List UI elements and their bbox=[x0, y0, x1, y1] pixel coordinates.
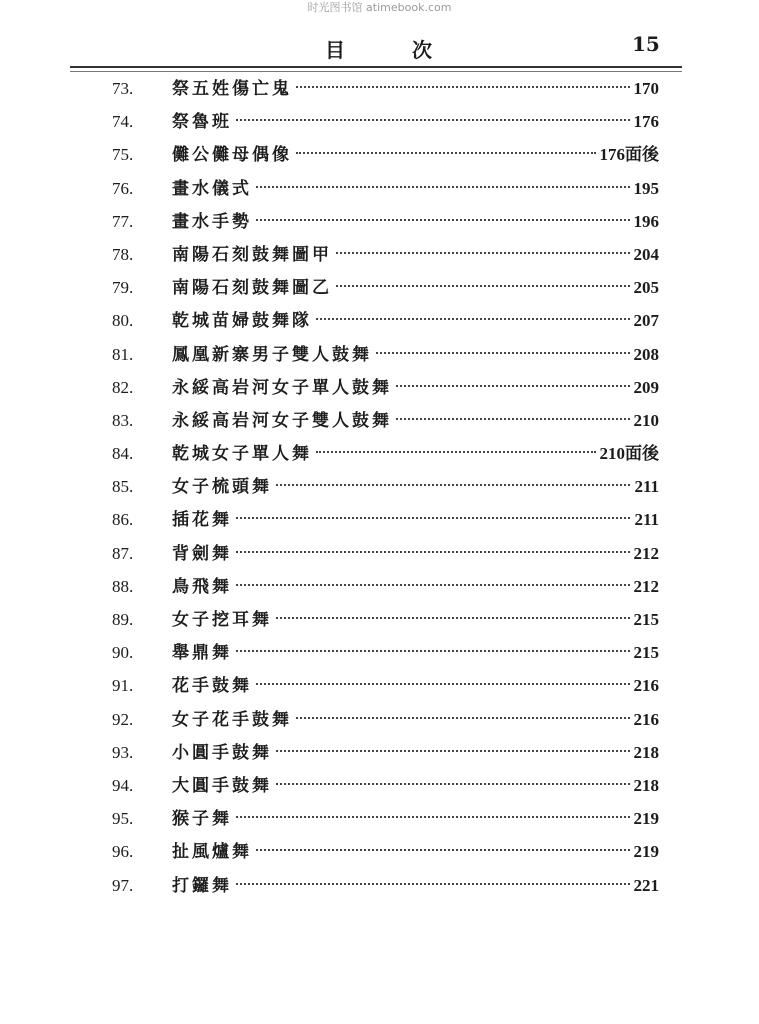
dot-leader bbox=[236, 119, 630, 121]
entry-number: 85. bbox=[112, 477, 134, 497]
entry-page: 211 bbox=[634, 477, 659, 497]
header-rule bbox=[70, 66, 682, 68]
page-title: 目 次 bbox=[325, 38, 462, 62]
entry-page: 195 bbox=[633, 178, 659, 198]
toc-entry bbox=[0, 669, 759, 702]
entry-number: 96. bbox=[112, 842, 134, 862]
entry-page: 218 bbox=[633, 775, 659, 795]
watermark: 时光图书馆 atimebook.com bbox=[307, 1, 452, 14]
dot-leader bbox=[236, 551, 630, 553]
toc-entry bbox=[0, 470, 759, 503]
toc-entry bbox=[0, 570, 759, 603]
entry-page: 219 bbox=[633, 842, 659, 862]
entry-leader bbox=[172, 338, 659, 372]
entry-leader bbox=[172, 537, 659, 571]
entry-number: 75. bbox=[112, 145, 134, 165]
entry-title: 女子梳頭舞 bbox=[172, 477, 272, 498]
entry-number: 79. bbox=[112, 278, 134, 298]
toc-entry bbox=[0, 703, 759, 736]
entry-leader bbox=[172, 603, 659, 637]
entry-number: 73. bbox=[112, 79, 134, 98]
entry-title: 插花舞 bbox=[172, 510, 232, 531]
entry-leader bbox=[172, 205, 659, 239]
toc-entry bbox=[0, 769, 759, 802]
entry-title: 小圓手鼓舞 bbox=[172, 742, 272, 763]
entry-number: 74. bbox=[112, 112, 134, 132]
entry-page: 212 bbox=[633, 543, 659, 563]
entry-title: 鳥飛舞 bbox=[172, 576, 232, 597]
entry-leader bbox=[172, 802, 659, 836]
entry-title: 乾城女子單人舞 bbox=[172, 444, 312, 465]
entry-title: 打鑼舞 bbox=[172, 875, 232, 896]
entry-leader bbox=[172, 172, 659, 206]
toc-entry bbox=[0, 503, 759, 536]
entry-number: 91. bbox=[112, 676, 134, 696]
dot-leader bbox=[256, 219, 630, 221]
toc-entry bbox=[0, 371, 759, 404]
entry-title: 女子花手鼓舞 bbox=[172, 709, 292, 730]
dot-leader bbox=[256, 849, 630, 851]
dot-leader bbox=[236, 584, 630, 586]
entry-number: 89. bbox=[112, 610, 134, 629]
entry-title: 南陽石刻鼓舞圖甲 bbox=[172, 244, 332, 265]
entry-leader bbox=[172, 736, 659, 770]
entry-title: 儺公儺母偶像 bbox=[172, 145, 292, 166]
entry-title: 祭魯班 bbox=[172, 112, 232, 133]
entry-leader bbox=[172, 271, 659, 305]
entry-leader bbox=[172, 503, 659, 537]
toc-entry bbox=[0, 138, 759, 171]
entry-title: 永綏高岩河女子單人鼓舞 bbox=[172, 377, 392, 398]
toc-entry bbox=[0, 105, 759, 138]
dot-leader bbox=[296, 86, 630, 88]
entry-leader bbox=[172, 669, 659, 703]
dot-leader bbox=[236, 650, 630, 652]
entry-leader bbox=[172, 371, 659, 405]
entry-title: 畫水儀式 bbox=[172, 178, 252, 199]
entry-number: 76. bbox=[112, 178, 134, 198]
dot-leader bbox=[256, 186, 630, 188]
entry-number: 80. bbox=[112, 311, 134, 331]
table-of-contents bbox=[0, 72, 759, 902]
entry-page: 216 bbox=[633, 709, 659, 729]
entry-number: 78. bbox=[112, 244, 134, 264]
entry-page: 215 bbox=[633, 643, 659, 663]
entry-number: 90. bbox=[112, 643, 134, 663]
dot-leader bbox=[336, 252, 630, 254]
entry-page: 215 bbox=[633, 610, 659, 629]
entry-page: 219 bbox=[633, 809, 659, 829]
entry-leader bbox=[172, 238, 659, 272]
entry-page: 170 bbox=[633, 79, 659, 98]
dot-leader bbox=[236, 883, 630, 885]
entry-leader bbox=[172, 437, 659, 471]
entry-number: 81. bbox=[112, 344, 134, 364]
entry-leader bbox=[172, 470, 659, 504]
dot-leader bbox=[376, 352, 630, 354]
dot-leader bbox=[316, 451, 596, 453]
dot-leader bbox=[396, 418, 630, 420]
entry-page: 208 bbox=[633, 344, 659, 364]
entry-page: 221 bbox=[633, 875, 659, 895]
entry-page: 207 bbox=[633, 311, 659, 331]
entry-number: 92. bbox=[112, 709, 134, 729]
toc-entry bbox=[0, 736, 759, 769]
entry-leader bbox=[172, 304, 659, 338]
entry-title: 扯風爐舞 bbox=[172, 842, 252, 863]
entry-number: 93. bbox=[112, 742, 134, 762]
toc-entry bbox=[0, 72, 759, 105]
dot-leader bbox=[316, 318, 630, 320]
toc-entry bbox=[0, 603, 759, 636]
toc-entry bbox=[0, 404, 759, 437]
entry-number: 95. bbox=[112, 809, 134, 829]
dot-leader bbox=[276, 750, 630, 752]
dot-leader bbox=[396, 385, 630, 387]
entry-leader bbox=[172, 72, 659, 106]
entry-page: 176面後 bbox=[599, 145, 659, 165]
entry-page: 216 bbox=[633, 676, 659, 696]
entry-number: 97. bbox=[112, 875, 134, 895]
entry-number: 94. bbox=[112, 775, 134, 795]
entry-title: 背劍舞 bbox=[172, 543, 232, 564]
entry-title: 南陽石刻鼓舞圖乙 bbox=[172, 278, 332, 299]
entry-title: 大圓手鼓舞 bbox=[172, 775, 272, 796]
entry-title: 祭五姓傷亡鬼 bbox=[172, 79, 292, 99]
entry-leader bbox=[172, 703, 659, 737]
entry-page: 218 bbox=[633, 742, 659, 762]
entry-page: 212 bbox=[633, 576, 659, 596]
dot-leader bbox=[276, 484, 630, 486]
entry-page: 176 bbox=[633, 112, 659, 132]
entry-title: 女子挖耳舞 bbox=[172, 610, 272, 630]
entry-title: 永綏高岩河女子雙人鼓舞 bbox=[172, 410, 392, 431]
entry-page: 205 bbox=[633, 278, 659, 298]
entry-leader bbox=[172, 636, 659, 670]
entry-leader bbox=[172, 835, 659, 869]
toc-entry bbox=[0, 802, 759, 835]
entry-page: 209 bbox=[633, 377, 659, 397]
dot-leader bbox=[276, 617, 630, 619]
dot-leader bbox=[276, 783, 630, 785]
entry-leader bbox=[172, 404, 659, 438]
entry-title: 乾城苗婦鼓舞隊 bbox=[172, 311, 312, 332]
entry-title: 猴子舞 bbox=[172, 809, 232, 830]
dot-leader bbox=[336, 285, 630, 287]
entry-leader bbox=[172, 769, 659, 803]
page-number: 15 bbox=[632, 32, 660, 56]
dot-leader bbox=[296, 152, 596, 154]
toc-entry bbox=[0, 835, 759, 868]
entry-leader bbox=[172, 138, 659, 172]
toc-entry bbox=[0, 636, 759, 669]
entry-title: 鳳凰新寨男子雙人鼓舞 bbox=[172, 344, 372, 365]
toc-entry bbox=[0, 338, 759, 371]
entry-number: 83. bbox=[112, 410, 134, 430]
entry-leader bbox=[172, 570, 659, 604]
toc-entry bbox=[0, 271, 759, 304]
entry-title: 畫水手勢 bbox=[172, 211, 252, 232]
entry-title: 花手鼓舞 bbox=[172, 676, 252, 697]
entry-number: 77. bbox=[112, 211, 134, 231]
entry-leader bbox=[172, 105, 659, 139]
entry-number: 86. bbox=[112, 510, 134, 530]
dot-leader bbox=[256, 683, 630, 685]
toc-entry bbox=[0, 205, 759, 238]
entry-page: 210面後 bbox=[599, 444, 659, 464]
toc-entry bbox=[0, 238, 759, 271]
entry-page: 204 bbox=[633, 244, 659, 264]
entry-number: 84. bbox=[112, 444, 134, 464]
toc-entry bbox=[0, 869, 759, 902]
entry-number: 87. bbox=[112, 543, 134, 563]
entry-number: 88. bbox=[112, 576, 134, 596]
toc-entry bbox=[0, 437, 759, 470]
dot-leader bbox=[296, 717, 630, 719]
dot-leader bbox=[236, 517, 630, 519]
entry-leader bbox=[172, 869, 659, 903]
toc-entry bbox=[0, 172, 759, 205]
toc-entry bbox=[0, 304, 759, 337]
entry-title: 舉鼎舞 bbox=[172, 643, 232, 664]
entry-page: 210 bbox=[633, 410, 659, 430]
toc-entry bbox=[0, 537, 759, 570]
entry-page: 196 bbox=[633, 211, 659, 231]
dot-leader bbox=[236, 816, 630, 818]
entry-page: 211 bbox=[634, 510, 659, 530]
entry-number: 82. bbox=[112, 377, 134, 397]
